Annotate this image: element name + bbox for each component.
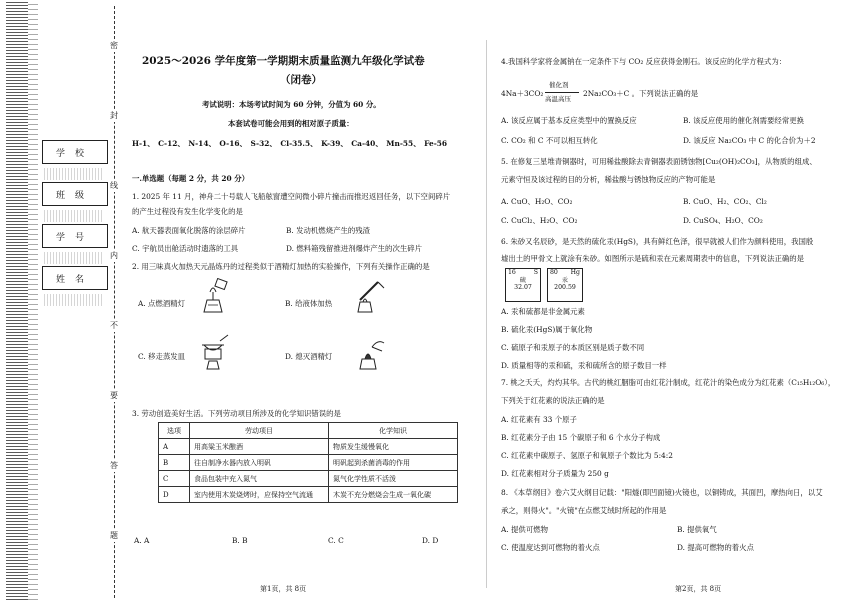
element-name: 硫 — [519, 276, 527, 284]
table-cell: 往自制净水器内放入明矾 — [190, 455, 329, 471]
question-stem: 7. 桃之夭夭，灼灼其华。古代的桃红胭脂可由红花汁制成，红花汁的染色成分为红花素（C₁₅H₁₂O₆）， — [501, 378, 836, 387]
option-a: A. 该反应属于基本反应类型中的置换反应 — [501, 116, 637, 125]
question-stem: 墟出土的甲骨文上就涂有朱砂。如图所示是硫和汞在元素周期表中的信息，下列说法正确的是 — [501, 254, 805, 263]
table-cell: 用高粱玉米酿酒 — [190, 439, 329, 455]
question-stem: 1. 2025 年 11 月，神舟二十号载人飞船舷窗遭空间微小碎片撞击而推迟返回任务，以下空间碎片 — [132, 192, 451, 201]
question-stem: 4.我国科学家将金属钠在一定条件下与 CO₂ 反应获得金刚石。该反应的化学方程式为： — [501, 57, 787, 66]
option-c: C. C — [328, 536, 344, 545]
atomic-mass-list: H-1、 C-12、 N-14、 O-16、 S-32、 Cl-35.5、 K-39、 Ca-40、 Mn-55、 Fe-56 — [132, 139, 448, 148]
table-header: 化学知识 — [329, 423, 458, 439]
school-field-label: 学校 — [42, 140, 108, 164]
option-d: D. D — [422, 536, 439, 545]
class-field-label: 班级 — [42, 182, 108, 206]
seal-char: 要 — [110, 391, 118, 400]
equation-left: 4Na＋3CO₂ — [501, 89, 544, 98]
school-field[interactable] — [44, 168, 104, 180]
element-number: 16 — [508, 269, 516, 276]
table-cell: 室内使用木炭烧烤时，应保持空气流通 — [190, 487, 329, 503]
table-cell: A — [159, 439, 190, 455]
option-b: B. CuO、H₂、CO₂、Cl₂ — [683, 197, 767, 206]
table-cell: 氮气化学性质不活泼 — [329, 471, 458, 487]
atomic-mass-header: 本套试卷可能会用到的相对原子质量： — [228, 119, 354, 128]
option-c: C. 硫原子和汞原子的本质区别是质子数不同 — [501, 343, 645, 352]
question-stem: 下列关于红花素的说法正确的是 — [501, 396, 605, 405]
element-name: 汞 — [561, 276, 569, 284]
option-b: B. 发动机燃烧产生的残渣 — [286, 226, 371, 235]
table-cell: 物质发生缓慢氧化 — [329, 439, 458, 455]
option-b: B. 硫化汞(HgS)属于氧化物 — [501, 325, 593, 334]
option-b: B. 该反应使用的催化剂需要经常更换 — [683, 116, 804, 125]
question-stem: 6. 朱砂又名辰砂，是天然的硫化汞(HgS)，具有鲜红色泽，很早就被人们作为颜料使用，我国殷 — [501, 237, 814, 246]
exam-title: 2025～2026 学年度第一学期期末质量监测九年级化学试卷 — [142, 55, 425, 67]
extinguish-lamp-figure — [352, 333, 386, 371]
table-row — [159, 455, 458, 471]
evaporating-dish-figure — [196, 333, 230, 371]
option-d: D. CuSO₄、H₂O、CO₂ — [683, 216, 763, 225]
seal-char: 封 — [110, 111, 118, 120]
option-a: A. 汞和硫都是非金属元素 — [501, 307, 585, 316]
table-cell: C — [159, 471, 190, 487]
q3-table — [158, 422, 458, 503]
table-row — [159, 471, 458, 487]
option-b: B. 提供氧气 — [677, 525, 717, 534]
table-cell: D — [159, 487, 190, 503]
option-a: A. A — [134, 536, 150, 545]
equation-condition-top: 催化剂 — [549, 81, 569, 89]
lamp-lighting-figure — [196, 278, 230, 316]
seal-char: 内 — [110, 251, 118, 260]
name-field-label: 姓名 — [42, 266, 108, 290]
element-mass: 200.59 — [554, 284, 576, 291]
question-stem: 承之，则得火"。"火镜"在点燃艾绒时所起的作用是 — [501, 506, 667, 515]
option-c: C. CO₂ 和 C 不可以相互转化 — [501, 136, 598, 145]
option-b: B. 红花素分子由 15 个碳原子和 6 个水分子构成 — [501, 433, 661, 442]
option-b: B. 给液体加热 — [285, 299, 333, 308]
option-c: C. CuCl₂、H₂O、CO₂ — [501, 216, 578, 225]
student-id-field-label: 学号 — [42, 224, 108, 248]
question-stem: 元素守恒及该过程的目的分析，稀盐酸与锈蚀物反应的产物可能是 — [501, 175, 716, 184]
seal-line — [114, 6, 115, 598]
table-cell: 明矾起到杀菌消毒的作用 — [329, 455, 458, 471]
table-cell: 木炭不充分燃烧会生成一氧化碳 — [329, 487, 458, 503]
exam-note: 考试说明：本场考试时间为 60 分钟，分值为 60 分。 — [202, 100, 381, 109]
seal-char: 答 — [110, 461, 118, 470]
question-stem: 的产生过程没有发生化学变化的是 — [132, 207, 243, 216]
student-id-field[interactable] — [44, 252, 104, 264]
table-header: 选项 — [159, 423, 190, 439]
seal-char: 线 — [110, 181, 118, 190]
option-d: D. 提高可燃物的着火点 — [677, 543, 754, 552]
heating-liquid-figure — [352, 278, 386, 316]
equation-arrow — [545, 92, 579, 93]
option-a: A. 红花素有 33 个原子 — [501, 415, 577, 424]
equation-condition-bottom: 高温高压 — [545, 95, 571, 103]
element-mass: 32.07 — [514, 284, 532, 291]
option-a: A. CuO、H₂O、CO₂ — [501, 197, 573, 206]
element-symbol: S — [533, 269, 538, 276]
element-card-sulfur — [505, 268, 541, 302]
option-c: C. 使温度达到可燃物的着火点 — [501, 543, 600, 552]
option-a: A. 提供可燃物 — [501, 525, 548, 534]
binding-strip — [4, 0, 126, 605]
table-header: 劳动项目 — [190, 423, 329, 439]
option-a: A. 点燃酒精灯 — [138, 299, 185, 308]
seal-char: 题 — [110, 531, 118, 540]
binding-hatch — [6, 2, 28, 600]
section-title: 一.单选题（每题 2 分，共 20 分） — [132, 174, 249, 183]
class-field[interactable] — [44, 210, 104, 222]
question-stem: 2. 用三味真火加热天元晶炼丹的过程类似于酒精灯加热的实验操作，下列有关操作正确的是 — [132, 262, 430, 271]
table-row — [159, 439, 458, 455]
option-b: B. B — [232, 536, 248, 545]
element-symbol: Hg — [570, 269, 580, 276]
option-a: A. 航天器表面氧化脱落的涂层碎片 — [132, 226, 246, 235]
column-divider — [486, 40, 487, 588]
table-cell: B — [159, 455, 190, 471]
element-card-mercury — [547, 268, 583, 302]
option-d: D. 质量相等的汞和硫，汞和硫所含的原子数目一样 — [501, 361, 667, 370]
option-c: C. 红花素中碳原子、氢原子和氧原子个数比为 5:4:2 — [501, 451, 673, 460]
option-d: D. 红花素相对分子质量为 250 g — [501, 469, 609, 478]
question-stem: 5. 在修复三星堆青铜器时，可用稀盐酸除去青铜器表面锈蚀物[Cu₂(OH)₂CO₃]，从物质的组成、 — [501, 157, 817, 166]
exam-subtitle: （闭卷） — [280, 74, 322, 86]
binding-hatch-light — [28, 2, 38, 600]
element-number: 80 — [550, 269, 558, 276]
option-c: C. 宇航员出舱活动时遗落的工具 — [132, 244, 239, 253]
option-c: C. 移走蒸发皿 — [138, 352, 186, 361]
table-row — [159, 487, 458, 503]
question-stem: 3. 劳动创造美好生活。下列劳动项目所涉及的化学知识错误的是 — [132, 409, 341, 418]
name-field[interactable] — [44, 294, 104, 306]
question-stem: 8. 《本草纲目》卷六艾火纲目记载："阳燧(即凹面镜)火镜也，以铜铸成，其面凹，摩热向日，以艾 — [501, 488, 823, 497]
option-d: D. 熄灭酒精灯 — [285, 352, 333, 361]
table-cell: 食品包装中充入氮气 — [190, 471, 329, 487]
seal-char: 不 — [110, 321, 118, 330]
equation-right: 2Na₂CO₃＋C 。下列说法正确的是 — [583, 89, 699, 98]
page-footer: 第2页，共 8页 — [675, 585, 722, 593]
option-d: D. 该反应 Na₂CO₃ 中 C 的化合价为＋2 — [683, 136, 816, 145]
seal-char: 密 — [110, 41, 118, 50]
option-d: D. 燃料箱残留推进剂爆炸产生的次生碎片 — [286, 244, 423, 253]
page-footer: 第1页，共 8页 — [260, 585, 307, 593]
